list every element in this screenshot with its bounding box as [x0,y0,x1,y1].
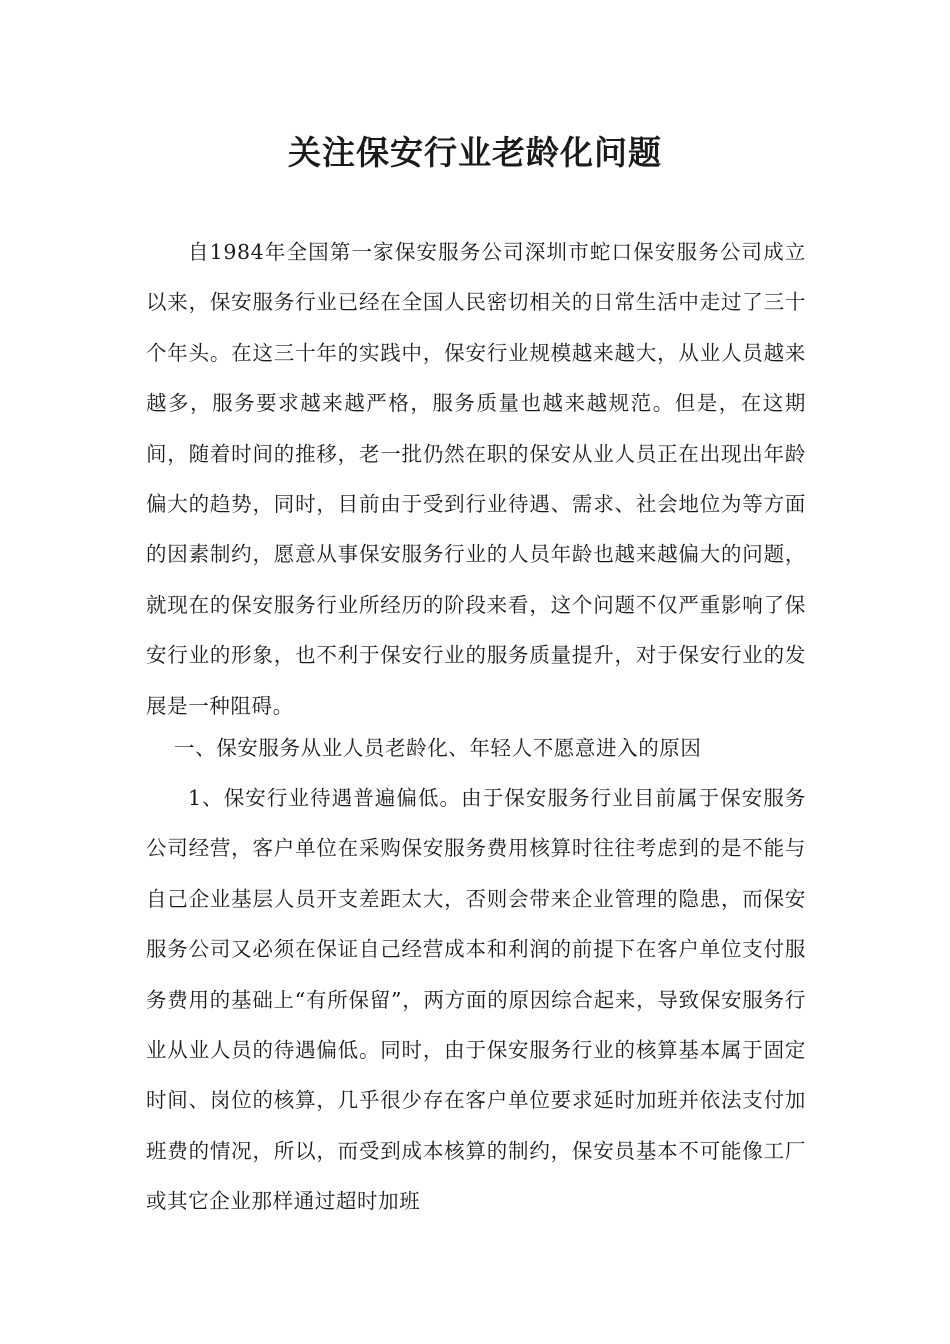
section-heading: 一、保安服务从业人员老龄化、年轻人不愿意进入的原因 [174,736,702,760]
body-paragraph-intro: 自1984年全国第一家保安服务公司深圳市蛇口保安服务公司成立以来，保安服务行业已经在全国人民密切相关的日常生活中走过了三十个年头。在这三十年的实践中，保安行业规模越来越大，从业人员越来越多，服务要求越来越严格，服务质量也越来越规范。但是，在这期间，随着时间的推移，老一批仍然在职的保安从业人员正在出现出年龄偏大的趋势，同时，目前由于受到行业待遇、需求、社会地位为等方面的因素制约，愿意从事保安服务行业的人员年龄也越来越偏大的问题，就现在的保安服务行业所经历的阶段来看，这个问题不仅严重影响了保安行业的形象，也不利于保安行业的服务质量提升，对于保安行业的发展是一种阻碍。 [146,240,806,718]
document-title: 关注保安行业老龄化问题 [288,133,662,172]
body-paragraph-reason-1: 1、保安行业待遇普遍偏低。由于保安服务行业目前属于保安服务公司经营，客户单位在采购保安服务费用核算时往往考虑到的是不能与自己企业基层人员开支差距太大，否则会带来企业管理的隐患，而保安服务公司又必须在保证自己经营成本和利润的前提下在客户单位支付服务费用的基础上“有所保留”，两方面的原因综合起来，导致保安服务行业从业人员的待遇偏低。同时，由于保安服务行业的核算基本属于固定时间、岗位的核算，几乎很少存在客户单位要求延时加班并依法支付加班费的情况，所以，而受到成本核算的制约，保安员基本不可能像工厂或其它企业那样通过超时加班 [146,786,806,1214]
